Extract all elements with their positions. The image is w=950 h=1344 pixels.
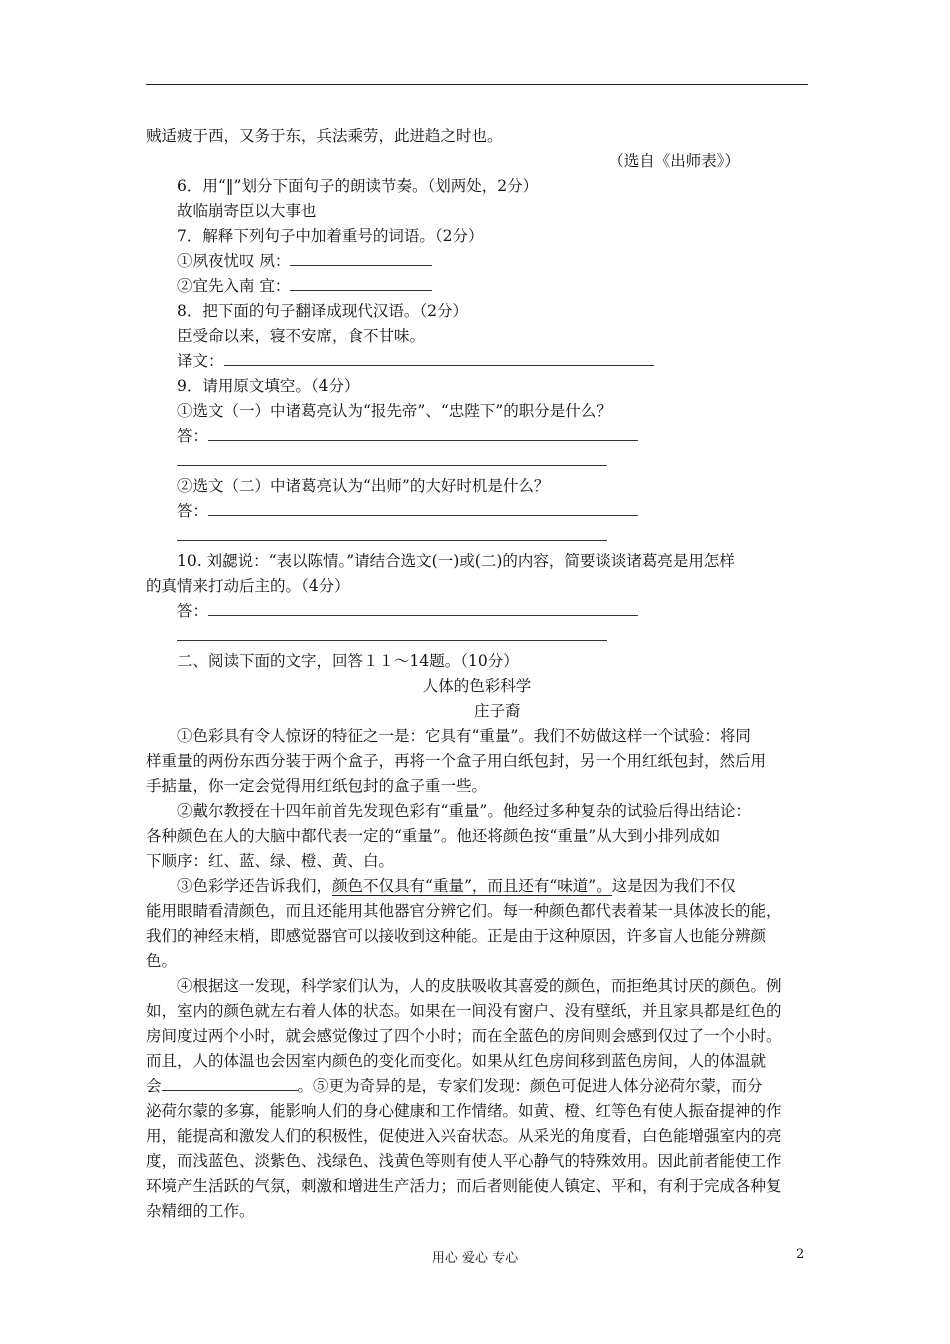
paragraph-4-line: 用，能提高和激发人们的积极性，促使进入兴奋状态。从采光的角度看，白色能增强室内的亮 (146, 1127, 782, 1145)
section-2-heading: 二、阅读下面的文字，回答１１～14题。（10分） (177, 652, 519, 670)
answer-blank[interactable] (177, 526, 607, 541)
header-rule (146, 84, 808, 85)
answer-blank[interactable] (290, 276, 432, 291)
article-title: 人体的色彩科学 (422, 677, 532, 695)
translation-line: 译文： (146, 349, 808, 374)
paragraph-2-line: ②戴尔教授在十四年前首先发现色彩有“重量”。他经过多种复杂的试验后得出结论： (177, 802, 751, 820)
article-author: 庄子裔 (474, 702, 521, 720)
question-7: 7．解释下列句子中加着重号的词语。（2分） (177, 227, 484, 245)
answer-blank[interactable] (224, 351, 654, 366)
paragraph-4-line: 度，而浅蓝色、淡紫色、浅绿色、浅黄色等则有使人平心静气的特殊效用。因此前者能使工作 (146, 1152, 782, 1170)
page-number: 2 (796, 1247, 805, 1262)
paragraph-4-line: 杂精细的工作。 (146, 1202, 255, 1220)
answer-line-2 (146, 449, 808, 474)
question-6: 6．用“‖”划分下面句子的朗读节奏。（划两处，2分） (177, 177, 539, 195)
paragraph-3-line: 能用眼睛看清颜色，而且还能用其他器官分辨它们。每一种颜色都代表着某一具体波长的能， (146, 902, 782, 920)
question-9-a: ①选文（一）中诸葛亮认为“报先帝”、“忠陛下”的职分是什么？ (177, 402, 612, 420)
paragraph-4-line: 环境产生活跃的气氛，刺激和增进生产活力；而后者则能使人镇定、平和，有利于完成各种复 (146, 1177, 782, 1195)
question-7-a: ①夙夜忧叹 夙： (146, 249, 808, 274)
paragraph-4-line: 房间度过两个小时，就会感觉像过了四个小时；而在全蓝色的房间则会感到仅过了一个小时。 (146, 1027, 782, 1045)
question-9: 9．请用原文填空。（4分） (177, 377, 360, 395)
answer-blank[interactable] (177, 451, 607, 466)
answer-line-2 (146, 524, 808, 549)
question-10-line-2: 的真情来打动后主的。（4分） (146, 577, 350, 595)
answer-line-2 (146, 624, 808, 649)
question-6-text: 故临崩寄臣以大事也 (177, 202, 317, 220)
answer-line: 答： (146, 499, 808, 524)
question-8: 8．把下面的句子翻译成现代汉语。（2分） (177, 302, 468, 320)
paragraph-3-line: 我们的神经末梢，即感觉器官可以接收到这种能。正是由于这种原因，许多盲人也能分辨颜 (146, 927, 767, 945)
paragraph-3-line: ③色彩学还告诉我们，颜色不仅具有“重量”，而且还有“味道”。这是因为我们不仅 (177, 877, 736, 895)
answer-line: 答： (146, 424, 808, 449)
paragraph-4-line: 如，室内的颜色就左右着人体的状态。如果在一间没有窗户、没有壁纸，并且家具都是红色的 (146, 1002, 782, 1020)
answer-blank[interactable] (177, 626, 607, 641)
paragraph-4-line: 而且，人的体温也会因室内颜色的变化而变化。如果从红色房间移到蓝色房间，人的体温就 (146, 1052, 767, 1070)
paragraph-4-line: 会 。⑤更为奇异的是，专家们发现：颜色可促进人体分泌荷尔蒙，而分 (146, 1077, 763, 1095)
paragraph-4-line: 泌荷尔蒙的多寡，能影响人们的身心健康和工作情绪。如黄、橙、红等色有使人振奋提神的作 (146, 1102, 782, 1120)
paragraph-4-line: ④根据这一发现，科学家们认为，人的皮肤吸收其喜爱的颜色，而拒绝其讨厌的颜色。例 (177, 977, 782, 995)
paragraph-2-line: 下顺序：红、蓝、绿、橙、黄、白。 (146, 852, 395, 870)
answer-line: 答： (146, 599, 808, 624)
question-9-b: ②选文（二）中诸葛亮认为“出师”的大好时机是什么？ (177, 477, 550, 495)
paragraph-1-line: ①色彩具有令人惊讶的特征之一是：它具有“重量”。我们不妨做这样一个试验：将同 (177, 727, 751, 745)
question-8-text: 臣受命以来，寝不安席，食不甘味。 (177, 327, 426, 345)
source-citation: （选自《出师表》） (608, 152, 740, 170)
paragraph-3-line: 色。 (146, 952, 178, 970)
paragraph-2-line: 各种颜色在人的大脑中都代表一定的“重量”。他还将颜色按“重量”从大到小排列成如 (146, 827, 721, 845)
answer-blank[interactable] (208, 601, 638, 616)
answer-blank[interactable] (208, 426, 638, 441)
footer-slogan: 用心 爱心 专心 (431, 1251, 519, 1266)
answer-blank[interactable] (162, 1076, 298, 1091)
page-body (146, 124, 808, 1224)
question-10-line-1: 10. 刘勰说：“表以陈情。”请结合选文(一)或(二)的内容，简要谈谈诸葛亮是用怎样 (177, 552, 735, 570)
paragraph-1-line: 样重量的两份东西分装于两个盒子，再将一个盒子用白纸包封，另一个用红纸包封，然后用 (146, 752, 767, 770)
answer-blank[interactable] (290, 251, 432, 266)
question-7-b: ②宜先入南 宜： (146, 274, 808, 299)
answer-blank[interactable] (208, 501, 638, 516)
paragraph-1-line: 手掂量，你一定会觉得用红纸包封的盒子重一些。 (146, 777, 488, 795)
text-line: 贼适疲于西，又务于东，兵法乘劳，此进趋之时也。 (146, 127, 503, 145)
underlined-sentence: 颜色不仅具有“重量”，而且还有“味道”。 (332, 877, 612, 895)
